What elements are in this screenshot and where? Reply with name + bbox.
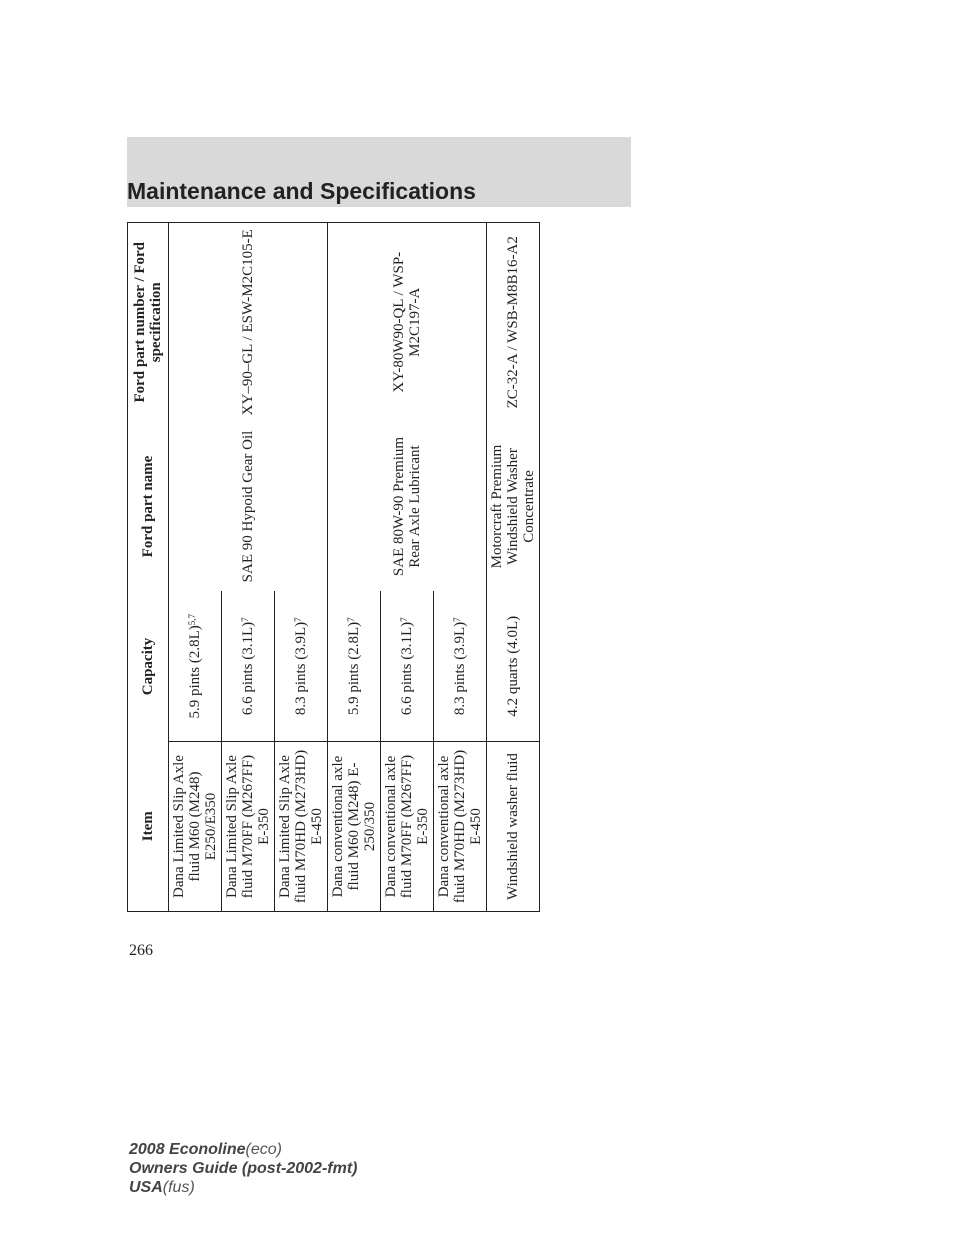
footer-line-market — [129, 1178, 357, 1197]
footer-model-code: (eco) — [245, 1141, 282, 1158]
capacity-cell — [169, 592, 222, 742]
footnote-ref: 7 — [240, 617, 250, 622]
footnote-ref: 7 — [293, 617, 303, 622]
footnote-ref: 7 — [346, 617, 356, 622]
footer-line-model — [129, 1140, 357, 1159]
footnote-ref: 7 — [399, 617, 409, 622]
table-row — [487, 223, 540, 912]
part-name-cell: SAE 90 Hypoid Gear Oil — [169, 422, 328, 592]
item-cell: Dana conventional axle fluid M70FF (M267FF) E-350 — [381, 742, 434, 912]
capacity-cell — [275, 592, 328, 742]
footnote-ref: 7 — [452, 617, 462, 622]
capacity-value: 8.3 pints (3.9L) — [452, 621, 468, 716]
header-part-name: Ford part name — [128, 422, 169, 592]
capacity-value: 6.6 pints (3.1L) — [399, 621, 415, 716]
part-number-cell: XY–90–GL / ESW-M2C105-E — [169, 223, 328, 422]
header-item: Item — [128, 742, 169, 912]
header-capacity: Capacity — [128, 592, 169, 742]
item-cell: Dana Limited Slip Axle fluid M70HD (M273HD) E-450 — [275, 742, 328, 912]
capacity-value: 5.9 pints (2.8L) — [346, 621, 362, 716]
capacity-value: 8.3 pints (3.9L) — [293, 621, 309, 716]
part-number-cell: XY-80W90-QL / WSP-M2C197-A — [328, 223, 487, 422]
capacity-cell — [222, 592, 275, 742]
item-cell: Dana Limited Slip Axle fluid M60 (M248) E250/E350 — [169, 742, 222, 912]
item-cell: Windshield washer fluid — [487, 742, 540, 912]
part-number-cell: ZC-32-A / WSB-M8B16-A2 — [505, 236, 521, 409]
table-row — [169, 223, 222, 912]
part-name-cell: Motorcraft Premium Windshield Washer Concentrate — [489, 444, 537, 569]
table-row — [328, 223, 381, 912]
capacity-cell — [434, 592, 487, 742]
item-cell: Dana Limited Slip Axle fluid M70FF (M267FF) E-350 — [222, 742, 275, 912]
footer-guide: Owners Guide (post-2002-fmt) — [129, 1160, 358, 1177]
rotated-table-frame — [127, 223, 537, 912]
footnote-ref: 5,7 — [187, 613, 197, 626]
page-number: 266 — [129, 942, 153, 959]
spec-table-container — [127, 223, 537, 912]
table-header-row — [128, 223, 169, 912]
capacity-value: 4.2 quarts (4.0L) — [505, 615, 521, 717]
header-part-number: Ford part number / Ford specification — [128, 223, 169, 422]
capacity-cell — [381, 592, 434, 742]
document-footer — [129, 1140, 357, 1197]
item-cell: Dana conventional axle fluid M60 (M248) E-250/350 — [328, 742, 381, 912]
page-title: Maintenance and Specifications — [127, 178, 476, 204]
capacity-value: 5.9 pints (2.8L) — [187, 625, 203, 719]
footer-market-code: (fus) — [162, 1179, 195, 1196]
footer-model: 2008 Econoline — [129, 1141, 246, 1158]
fluid-spec-table — [127, 222, 540, 912]
part-name-cell: SAE 80W-90 Premium Rear Axle Lubricant — [328, 422, 487, 592]
capacity-cell — [487, 592, 540, 742]
capacity-value: 6.6 pints (3.1L) — [240, 621, 256, 716]
footer-market: USA — [129, 1179, 163, 1196]
item-cell: Dana conventional axle fluid M70HD (M273HD) E-450 — [434, 742, 487, 912]
capacity-cell — [328, 592, 381, 742]
